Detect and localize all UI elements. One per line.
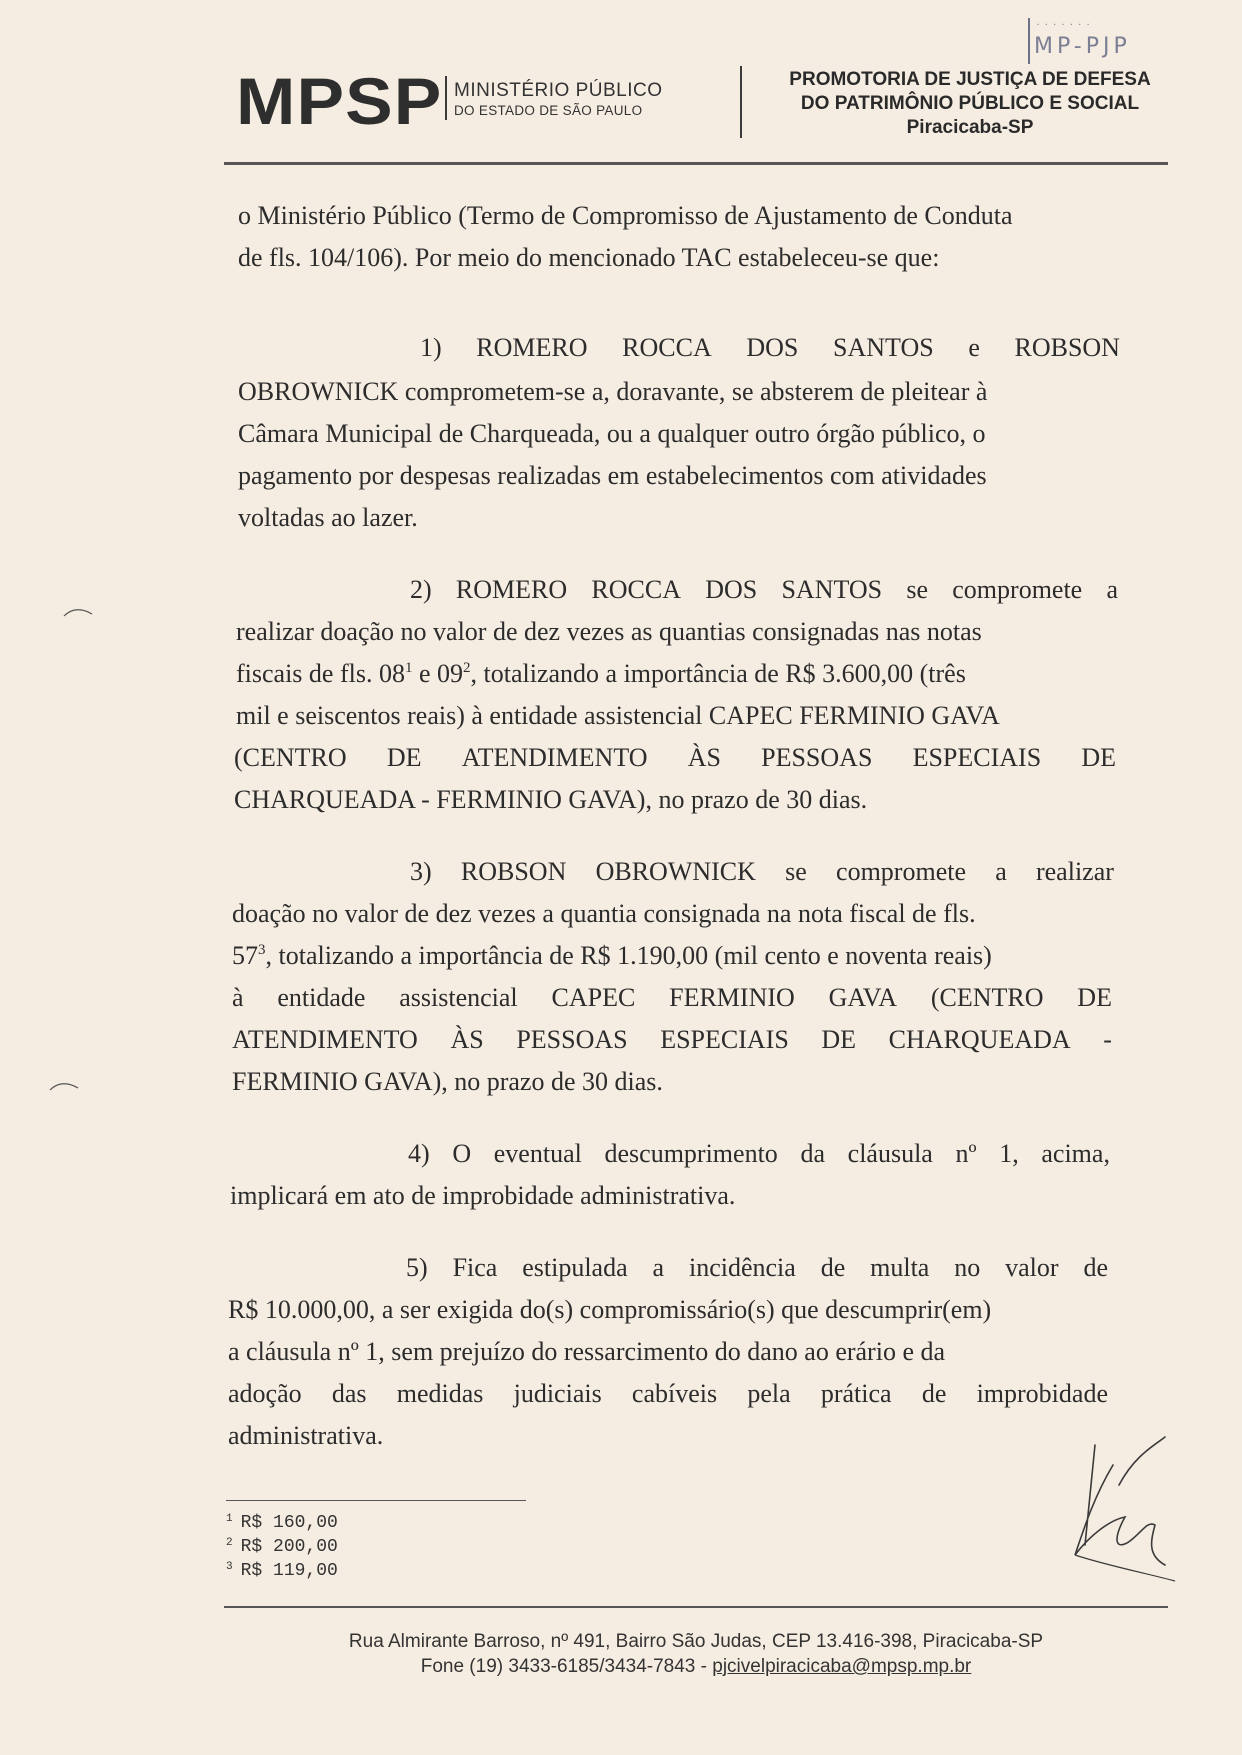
clause5-line: administrativa.	[228, 1421, 384, 1450]
clause1-line: pagamento por despesas realizadas em estabelecimentos com atividades	[238, 461, 987, 490]
clause2-line: (CENTRO DE ATENDIMENTO ÀS PESSOAS ESPECIAIS DE	[234, 743, 1116, 772]
clause2-line: 2) ROMERO ROCCA DOS SANTOS se compromete a	[410, 575, 1118, 604]
footnote-ref-1: 1	[404, 660, 413, 676]
logo-separator	[445, 76, 447, 120]
promotoria-block	[770, 68, 1170, 140]
signature-initials	[1055, 1425, 1185, 1585]
promotoria-city: Piracicaba-SP	[906, 117, 1034, 138]
intro-line: o Ministério Público (Termo de Compromisso de Ajustamento de Conduta	[238, 201, 1013, 230]
clause4-line: 4) O eventual descumprimento da cláusula nº 1, acima,	[408, 1139, 1110, 1168]
footer-address: Rua Almirante Barroso, nº 491, Bairro São Judas, CEP 13.416-398, Piracicaba-SP	[348, 1631, 1044, 1652]
footer-email-link[interactable]: pjcivelpiracicaba@mpsp.mp.br	[712, 1656, 972, 1677]
footer-contact: Fone (19) 3433-6185/3434-7843 - pjcivelpiracicaba@mpsp.mp.br	[420, 1656, 972, 1677]
scan-mark	[48, 1078, 80, 1094]
clause3-line: doação no valor de dez vezes a quantia consignada na nota fiscal de fls.	[232, 899, 976, 928]
stamp-scribble: · · · · · · · ·	[1028, 20, 1091, 31]
header-divider	[740, 66, 742, 138]
clause1-line: 1) ROMERO ROCCA DOS SANTOS e ROBSON	[420, 333, 1120, 362]
clause5-line: R$ 10.000,00, a ser exigida do(s) compromissário(s) que descumprir(em)	[228, 1295, 992, 1324]
footnote-ref-2: 2	[463, 660, 471, 676]
clause1-line: Câmara Municipal de Charqueada, ou a qualquer outro órgão público, o	[238, 419, 986, 448]
intro-line: de fls. 104/106). Por meio do mencionado TAC estabeleceu-se que:	[238, 243, 940, 272]
scan-mark	[62, 604, 94, 620]
protocol-stamp	[1020, 18, 1170, 64]
footnote: $^3$ R$ 119,00	[226, 1561, 338, 1581]
clause2-line: realizar doação no valor de dez vezes as quantias consignadas nas notas	[236, 617, 982, 646]
clause1-line: voltadas ao lazer.	[238, 503, 418, 532]
promotoria-line1: PROMOTORIA DE JUSTIÇA DE DEFESA	[789, 69, 1151, 90]
clause3-line: ATENDIMENTO ÀS PESSOAS ESPECIAIS DE CHARQUEADA -	[232, 1025, 1112, 1054]
clause3-line: FERMINIO GAVA), no prazo de 30 dias.	[232, 1067, 663, 1096]
footnote-ref-3: 3	[258, 942, 266, 958]
clause2-line: mil e seiscentos reais) à entidade assistencial CAPEC FERMINIO GAVA	[236, 701, 1000, 730]
clause2-line: CHARQUEADA - FERMINIO GAVA), no prazo de 30 dias.	[234, 785, 868, 814]
promotoria-line2: DO PATRIMÔNIO PÚBLICO E SOCIAL	[800, 93, 1140, 114]
clause3-line: 3) ROBSON OBROWNICK se compromete a realizar	[410, 857, 1114, 886]
footnote: $^2$ R$ 200,00	[226, 1537, 338, 1557]
stamp-text: MP-PJP	[1034, 34, 1131, 59]
institution-name: MINISTÉRIO PÚBLICO	[454, 80, 663, 101]
clause4-line: implicará em ato de improbidade administrativa.	[230, 1181, 736, 1210]
clause2-line: fiscais de fls. $08^1$ e $09^2$, totalizando a importância de R$ 3.600,00 (três	[236, 659, 966, 688]
footer-rule	[224, 1606, 1168, 1608]
clause5-line: adoção das medidas judiciais cabíveis pela prática de improbidade	[228, 1379, 1108, 1408]
clause5-line: 5) Fica estipulada a incidência de multa no valor de	[406, 1253, 1108, 1282]
footnote-rule	[226, 1500, 526, 1501]
header-rule	[224, 162, 1168, 165]
mpsp-logo: MPSP	[236, 64, 443, 138]
clause3-line: $57^3$, totalizando a importância de R$ 1.190,00 (mil cento e noventa reais)	[232, 941, 992, 970]
clause5-line: a cláusula nº 1, sem prejuízo do ressarcimento do dano ao erário e da	[228, 1337, 946, 1366]
clause3-line: à entidade assistencial CAPEC FERMINIO GAVA (CENTRO DE	[232, 983, 1112, 1012]
footnote: $^1$ R$ 160,00	[226, 1513, 338, 1533]
institution-state: DO ESTADO DE SÃO PAULO	[454, 103, 643, 118]
clause1-line: OBROWNICK comprometem-se a, doravante, se absterem de pleitear à	[238, 377, 988, 406]
